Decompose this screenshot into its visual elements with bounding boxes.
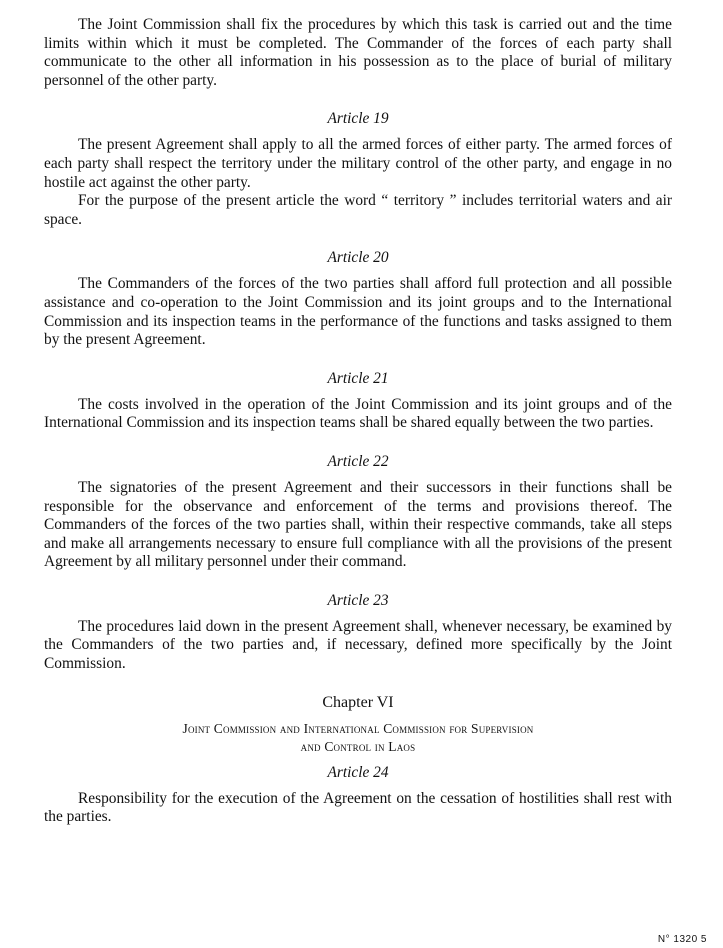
chapter-title: Chapter VI: [322, 693, 394, 711]
article-24-paragraph-1: Responsibility for the execution of the Agreement on the cessation of hostilities shall rest with the parties.: [44, 789, 672, 826]
article-21-heading: Article 21: [327, 369, 389, 387]
intro-paragraph: The Joint Commission shall fix the procedures by which this task is carried out and the time limits within which it must be completed. The Commander of the forces of each party shall communicate to the other all information in his possession as to the place of burial of military personnel of the other party.: [44, 16, 672, 89]
page-footer-number: N° 1320 5: [657, 934, 707, 945]
article-21-paragraph-1: The costs involved in the operation of the Joint Commission and its joint groups and of the International Commission and its inspection teams shall be shared equally between the two parties.: [44, 395, 672, 432]
chapter-subtitle-line-2: and Control in Laos: [300, 738, 416, 754]
article-23-heading: Article 23: [327, 591, 389, 609]
article-19-heading: Article 19: [327, 110, 389, 128]
chapter-subtitle-line-1: Joint Commission and International Commission for Supervision: [182, 720, 534, 736]
article-20-heading: Article 20: [327, 249, 389, 267]
article-19-paragraph-1: The present Agreement shall apply to all the armed forces of either party. The armed forces of each party shall respect the territory under the military control of the other party, and engage in no hostile act against the other party.: [44, 136, 672, 191]
article-24-heading: Article 24: [327, 763, 389, 781]
article-22-paragraph-1: The signatories of the present Agreement and their successors in their functions shall be responsible for the observance and enforcement of the terms and provisions thereof. The Commanders of the forces of the two parties shall, within their respective commands, take all steps and make all arrangements necessary to ensure full compliance with all the provisions of the present Agreement by all military personnel under their command.: [44, 478, 672, 571]
article-19-paragraph-2: For the purpose of the present article the word “ territory ” includes territorial waters and air space.: [44, 192, 672, 228]
article-22-heading: Article 22: [327, 452, 389, 470]
article-20-paragraph-1: The Commanders of the forces of the two parties shall afford full protection and all possible assistance and co-operation to the Joint Commission and its joint groups and to the International Commission and its inspection teams in the performance of the functions and tasks assigned to them by the present Agreement.: [44, 275, 672, 349]
document-page: [44, 16, 672, 827]
article-23-paragraph-1: The procedures laid down in the present Agreement shall, whenever necessary, be examined by the Commanders of the two parties and, if necessary, defined more specifically by the Joint Commission.: [44, 617, 672, 673]
